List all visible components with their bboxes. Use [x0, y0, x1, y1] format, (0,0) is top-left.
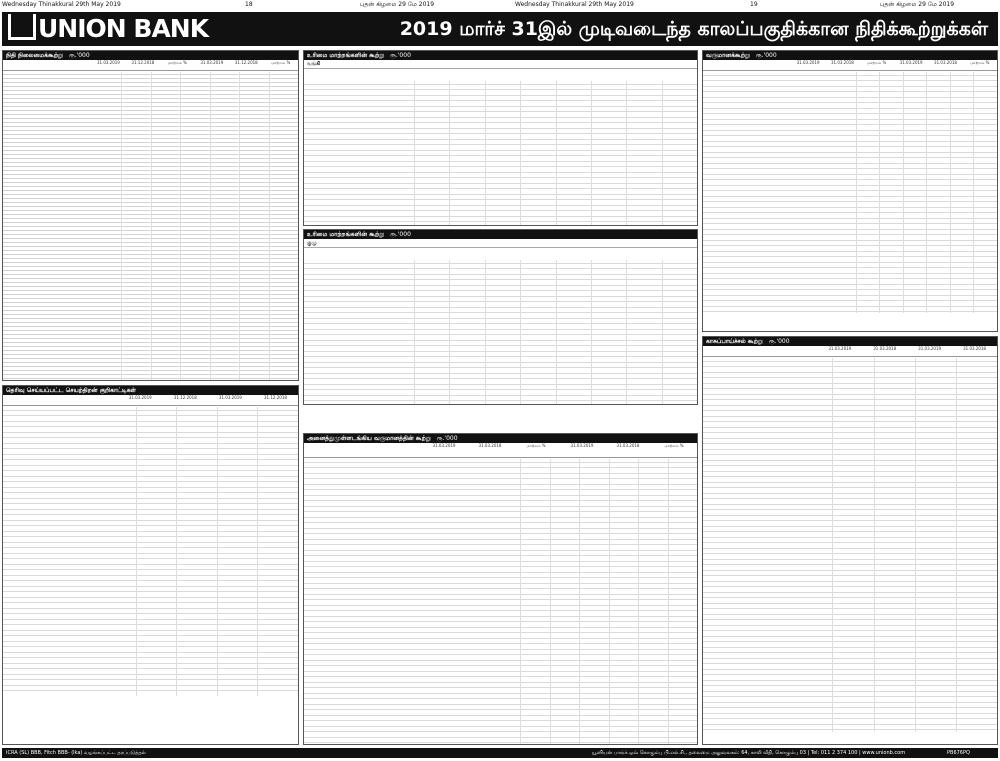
comprehensive-income-columns: 31.03.2019 31.03.2018 மாற்றம் % 31.03.2019 31.03.2018 மாற்றம் % [304, 443, 697, 458]
cash-flow-columns: 31.03.2019 31.03.2018 31.03.2019 31.03.2018 [703, 346, 997, 357]
income-statement-panel [702, 50, 998, 332]
cash-flow-rows [703, 358, 997, 732]
equity-bank-number-columns [414, 81, 697, 225]
brand-name: UNION BANK [38, 14, 209, 43]
union-bank-logo [8, 14, 208, 43]
comprehensive-income-number-columns [520, 459, 697, 744]
footer-address-text: யூனியன் பாங்க் ஒவ் கொழும்பு பி.எல்.சி., தலைமை அலுவலகம்: 64, காலி வீதி, கொழும்பு 03 | Tel: 011 2 374 100 | www.unionb.com [592, 750, 906, 756]
equity-bank-subtitle: வங்கி [304, 60, 697, 69]
balance-sheet-columns: 31.03.2019 31.12.2018 மாற்றம் % 31.03.2019 31.12.2018 மாற்றம் % [3, 60, 298, 71]
selected-ratios-panel [2, 385, 299, 745]
income-statement-number-columns [856, 72, 997, 313]
right-date-line: Wednesday Thinakkural 29th May 2019 [515, 1, 634, 8]
left-tamil-date: புதன் கிழமை 29 மே 2019 [360, 1, 435, 8]
equity-group-subtitle: குழு [304, 239, 697, 248]
footer-bar [2, 748, 998, 758]
equity-group-rows [304, 260, 697, 404]
equity-group-panel [303, 229, 698, 405]
right-page-number: 19 [750, 1, 758, 8]
selected-ratios-rows [3, 407, 298, 696]
cash-flow-panel [702, 336, 998, 745]
balance-sheet-rows [3, 72, 298, 380]
left-date-line: Wednesday Thinakkural 29th May 2019 [2, 1, 121, 8]
equity-bank-panel [303, 50, 698, 226]
headline: 2019 மார்ச் 31இல் முடிவடைந்த காலப்பகுதிக்கான நிதிக்கூற்றுக்கள் [399, 18, 988, 40]
banner [2, 12, 998, 46]
selected-ratios-number-columns [136, 407, 298, 696]
income-statement-columns: 31.03.2019 31.03.2018 மாற்றம் % 31.03.2019 31.03.2018 மாற்றம் % [703, 60, 997, 71]
equity-bank-title: உரிமை மாற்றங்களின் கூற்று ரூ.'000 [304, 51, 697, 60]
logo-u-mark-icon [8, 14, 36, 40]
balance-sheet-panel [2, 50, 299, 381]
footer-code: PB676PQ [947, 750, 970, 756]
selected-ratios-columns: 31.03.2019 31.12.2018 31.03.2019 31.12.2018 [3, 395, 298, 406]
equity-group-title: உரிமை மாற்றங்களின் கூற்று ரூ.'000 [304, 230, 697, 239]
cash-flow-number-columns [832, 358, 997, 732]
right-tamil-date: புதன் கிழமை 29 மே 2019 [880, 1, 955, 8]
selected-ratios-title: தெரிவு செய்யப்பட்ட செயற்திறன் குறிகாட்டிகள் [3, 386, 298, 395]
left-page-number: 18 [245, 1, 253, 8]
footer-rating-text: ICRA (SL) BBB, Fitch BBB- (lka) வழங்கப்பட்ட தரப்படுத்தல் [6, 750, 146, 756]
balance-sheet-number-columns [121, 72, 298, 380]
comprehensive-income-panel [303, 433, 698, 745]
income-statement-rows [703, 72, 997, 313]
equity-bank-rows [304, 81, 697, 225]
cash-flow-title: காசுப்பாய்ச்சல் கூற்று ரூ.'000 [703, 337, 997, 346]
comprehensive-income-title: அனைத்துமுள்ளடங்கிய வருமானத்தின் கூற்று ரூ.'000 [304, 434, 697, 443]
equity-group-number-columns [414, 260, 697, 404]
comprehensive-income-rows [304, 459, 697, 744]
income-statement-title: வருமானக்கூற்று ரூ.'000 [703, 51, 997, 60]
balance-sheet-title: நிதி நிலைமைக்கூற்று ரூ.'000 [3, 51, 298, 60]
